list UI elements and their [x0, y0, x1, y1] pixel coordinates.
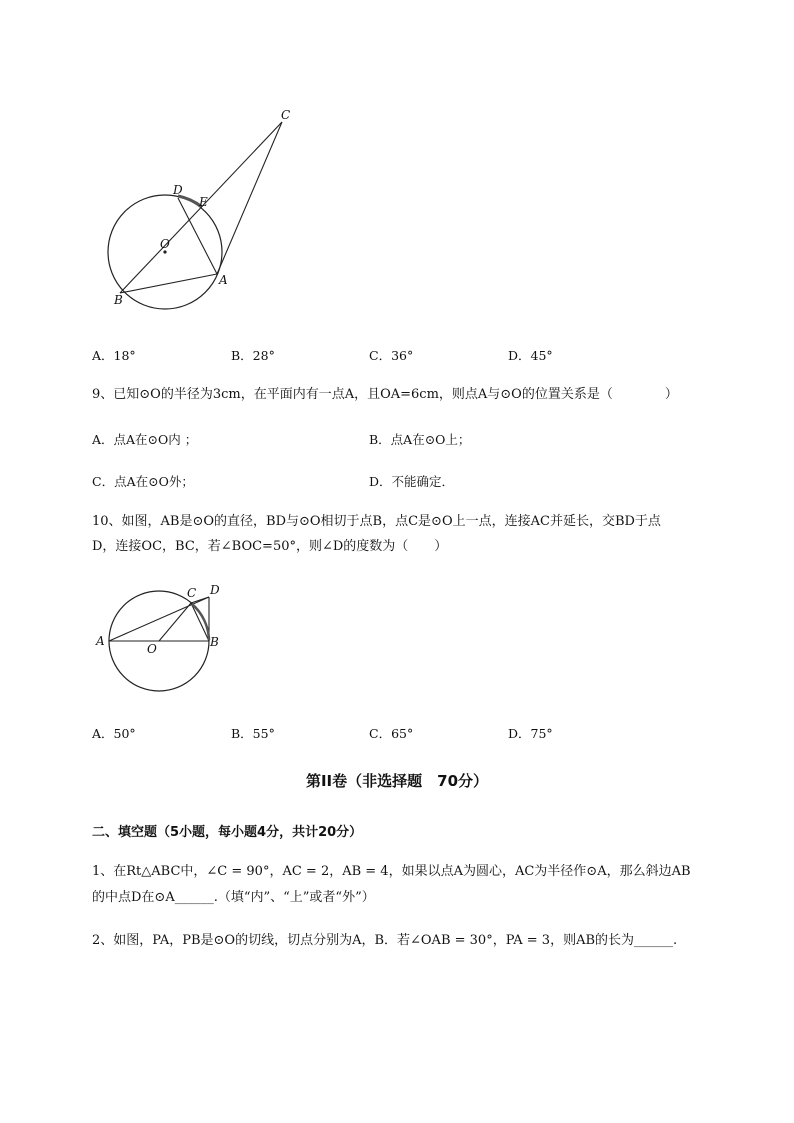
q9-option-c: C．点A在⊙O外；	[92, 474, 194, 489]
part2-title: 第II卷（非选择题 70分）	[305, 772, 489, 790]
segment-da	[178, 198, 217, 274]
geometry-figure-2	[92, 580, 232, 698]
q9-option-b: B．点A在⊙O上；	[369, 432, 471, 447]
label-a: A	[219, 273, 228, 287]
label-e: E	[199, 195, 208, 209]
fill1-line1: 1、在Rt△ABC中，∠C = 90°，AC = 2，AB = 4，如果以点A为圆心，AC为半径作⊙A，那么斜边AB	[92, 864, 691, 879]
label-o: O	[160, 237, 170, 251]
q9-option-d: D．不能确定．	[369, 474, 455, 489]
segment-ad	[109, 597, 209, 641]
q10-option-a: A．50°	[92, 726, 136, 741]
q8-option-d: D．45°	[508, 348, 553, 363]
q10-stem-line1: 10、如图，AB是⊙O的直径，BD与⊙O相切于点B，点C是⊙O上一点，连接AC并延长，交BD于点	[92, 514, 661, 529]
segment-oc	[159, 603, 191, 641]
q9-stem: 9、已知⊙O的半径为3cm，在平面内有一点A，且OA=6cm，则点A与⊙O的位置关系是（ ）	[92, 387, 678, 402]
label-o: O	[147, 642, 157, 656]
label-b: B	[114, 293, 123, 307]
fill1-line2: 的中点D在⊙A______.（填“内”、“上”或者“外”）	[92, 890, 375, 905]
q8-option-b: B．28°	[231, 348, 275, 363]
section2-title: 二、填空题（5小题，每小题4分，共计20分）	[92, 825, 363, 840]
label-d: D	[210, 583, 220, 597]
q8-option-a: A．18°	[92, 348, 136, 363]
fill2-line1: 2、如图，PA，PB是⊙O的切线，切点分别为A，B．若∠OAB = 30°，PA = 3，则AB的长为______.	[92, 933, 678, 948]
label-c: C	[281, 108, 291, 122]
q10-option-c: C．65°	[369, 726, 414, 741]
q10-stem-line2: D，连接OC，BC，若∠BOC=50°，则∠D的度数为（ ）	[92, 539, 448, 554]
label-c: C	[187, 586, 197, 600]
q10-option-d: D．75°	[508, 726, 553, 741]
q9-option-a: A．点A在⊙O内 ；	[92, 432, 198, 447]
q8-option-c: C．36°	[369, 348, 414, 363]
label-d: D	[173, 183, 183, 197]
geometry-figure-1	[95, 100, 305, 320]
segment-ac	[217, 122, 282, 274]
label-a: A	[96, 634, 105, 648]
label-b: B	[210, 635, 219, 649]
q10-option-b: B．55°	[231, 726, 275, 741]
